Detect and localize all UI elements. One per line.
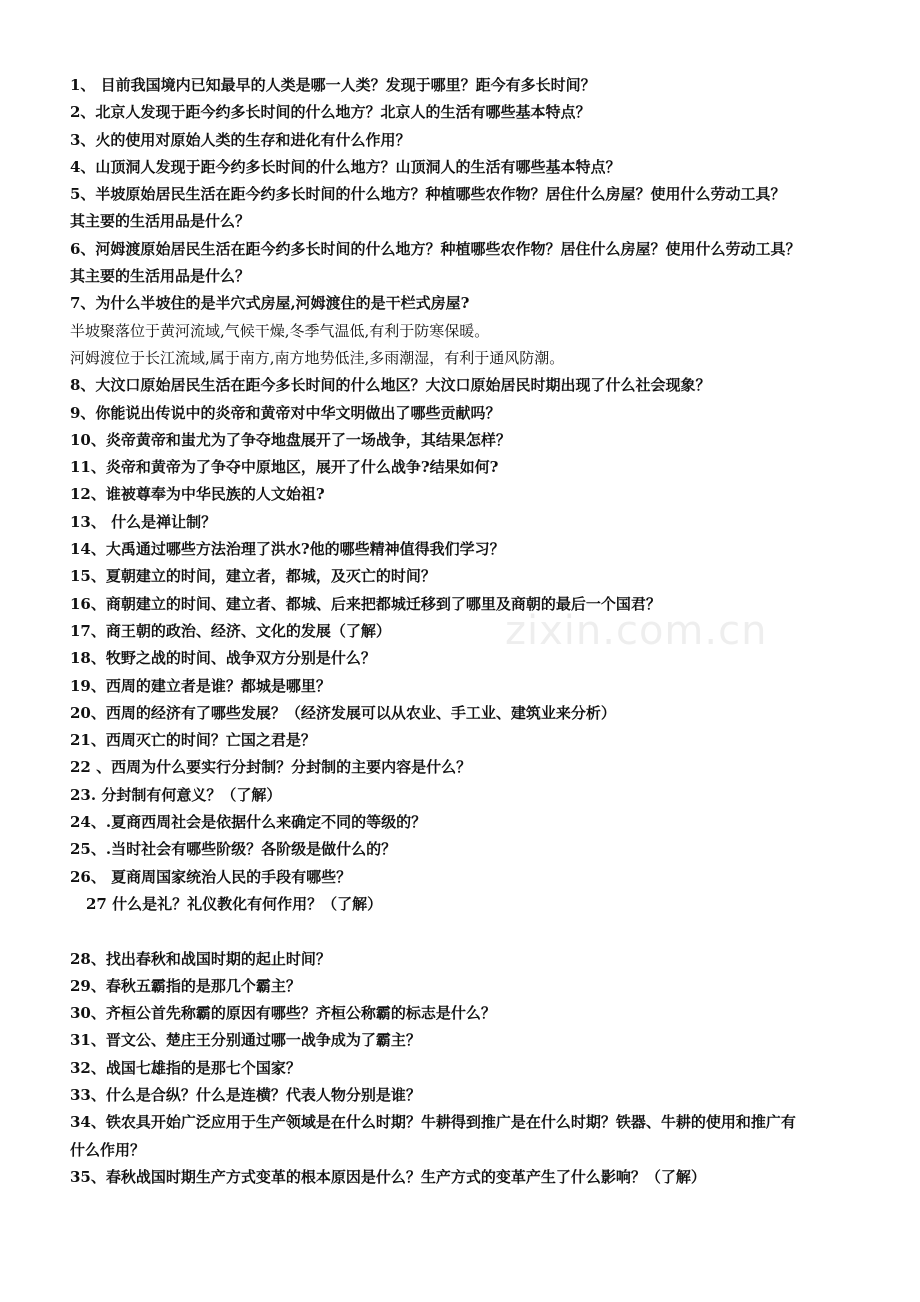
question-line: 10、炎帝黄帝和蚩尤为了争夺地盘展开了一场战争，其结果怎样？ xyxy=(70,430,511,449)
question-line: 8、大汶口原始居民生活在距今多长时间的什么地区？大汶口原始居民时期出现了什么社会现象？ xyxy=(70,376,711,395)
question-line: 18、牧野之战的时间、战争双方分别是什么？ xyxy=(70,649,376,668)
question-line: 24、.夏商西周社会是依据什么来确定不同的等级的？ xyxy=(70,813,427,832)
question-line: 1、 目前我国境内已知最早的人类是哪一人类？发现于哪里？距今有多长时间？ xyxy=(70,76,596,94)
question-line: 5、半坡原始居民生活在距今约多长时间的什么地方？种植哪些农作物？居住什么房屋？使用什么劳动工具？ xyxy=(70,185,786,204)
question-line: 19、西周的建立者是谁？都城是哪里？ xyxy=(70,676,331,695)
question-line: 7、为什么半坡住的是半穴式房屋,河姆渡住的是干栏式房屋? xyxy=(70,294,470,313)
question-line-continued: 什么作用？ xyxy=(70,1140,146,1159)
question-line: 3、火的使用对原始人类的生存和进化有什么作用？ xyxy=(70,130,411,149)
answer-line: 河姆渡位于长江流域,属于南方,南方地势低洼,多雨潮湿，有利于通风防潮。 xyxy=(70,348,565,367)
question-line: 30、齐桓公首先称霸的原因有哪些？齐桓公称霸的标志是什么？ xyxy=(70,1004,496,1023)
blank-line xyxy=(70,918,870,945)
watermark: zixin.com.cn xyxy=(505,608,768,654)
question-line: 2、北京人发现于距今约多长时间的什么地方？北京人的生活有哪些基本特点？ xyxy=(70,103,591,122)
question-line-continued: 其主要的生活用品是什么？ xyxy=(70,212,251,231)
question-line: 21、西周灭亡的时间？亡国之君是？ xyxy=(70,731,316,750)
question-line: 23. 分封制有何意义？（了解） xyxy=(70,785,282,804)
question-line: 29、春秋五霸指的是那几个霸主？ xyxy=(70,976,301,995)
question-list xyxy=(70,72,870,1191)
question-line: 26、 夏商周国家统治人民的手段有哪些？ xyxy=(70,867,352,886)
question-line: 14、大禹通过哪些方法治理了洪水?他的哪些精神值得我们学习？ xyxy=(70,540,505,559)
question-line: 6、河姆渡原始居民生活在距今约多长时间的什么地方？种植哪些农作物？居住什么房屋？使用什么劳动工具？ xyxy=(70,239,801,258)
question-line: 28、找出春秋和战国时期的起止时间？ xyxy=(70,949,331,968)
answer-line: 半坡聚落位于黄河流域,气候干燥,冬季气温低,有利于防寒保暖。 xyxy=(70,321,490,340)
question-line-continued: 其主要的生活用品是什么？ xyxy=(70,267,251,286)
question-line: 34、铁农具开始广泛应用于生产领域是在什么时期？牛耕得到推广是在什么时期？铁器、牛耕的使用和推广有 xyxy=(70,1113,796,1132)
question-line: 27 什么是礼？礼仪教化有何作用？（了解） xyxy=(86,894,383,913)
question-line: 20、西周的经济有了哪些发展？（经济发展可以从农业、手工业、建筑业来分析） xyxy=(70,703,616,722)
question-line: 32、战国七雄指的是那七个国家？ xyxy=(70,1058,301,1077)
question-line: 15、夏朝建立的时间，建立者，都城，及灭亡的时间？ xyxy=(70,567,436,586)
question-line: 9、你能说出传说中的炎帝和黄帝对中华文明做出了哪些贡献吗？ xyxy=(70,403,501,422)
question-line: 17、商王朝的政治、经济、文化的发展（了解） xyxy=(70,621,391,640)
question-line: 12、谁被尊奉为中华民族的人文始祖? xyxy=(70,485,325,504)
question-line: 25、.当时社会有哪些阶级？各阶级是做什么的？ xyxy=(70,840,397,859)
question-line: 35、春秋战国时期生产方式变革的根本原因是什么？生产方式的变革产生了什么影响？（了解） xyxy=(70,1167,706,1186)
question-line: 16、商朝建立的时间、建立者、都城、后来把都城迁移到了哪里及商朝的最后一个国君？ xyxy=(70,594,661,613)
question-line: 13、 什么是禅让制？ xyxy=(70,512,217,531)
question-line: 11、炎帝和黄帝为了争夺中原地区，展开了什么战争?结果如何? xyxy=(70,458,499,477)
question-line: 4、山顶洞人发现于距今约多长时间的什么地方？山顶洞人的生活有哪些基本特点？ xyxy=(70,157,621,176)
question-line: 22 、西周为什么要实行分封制？分封制的主要内容是什么？ xyxy=(70,758,472,777)
question-line: 33、什么是合纵？什么是连横？代表人物分别是谁？ xyxy=(70,1085,421,1104)
question-line: 31、晋文公、楚庄王分别通过哪一战争成为了霸主？ xyxy=(70,1031,421,1050)
